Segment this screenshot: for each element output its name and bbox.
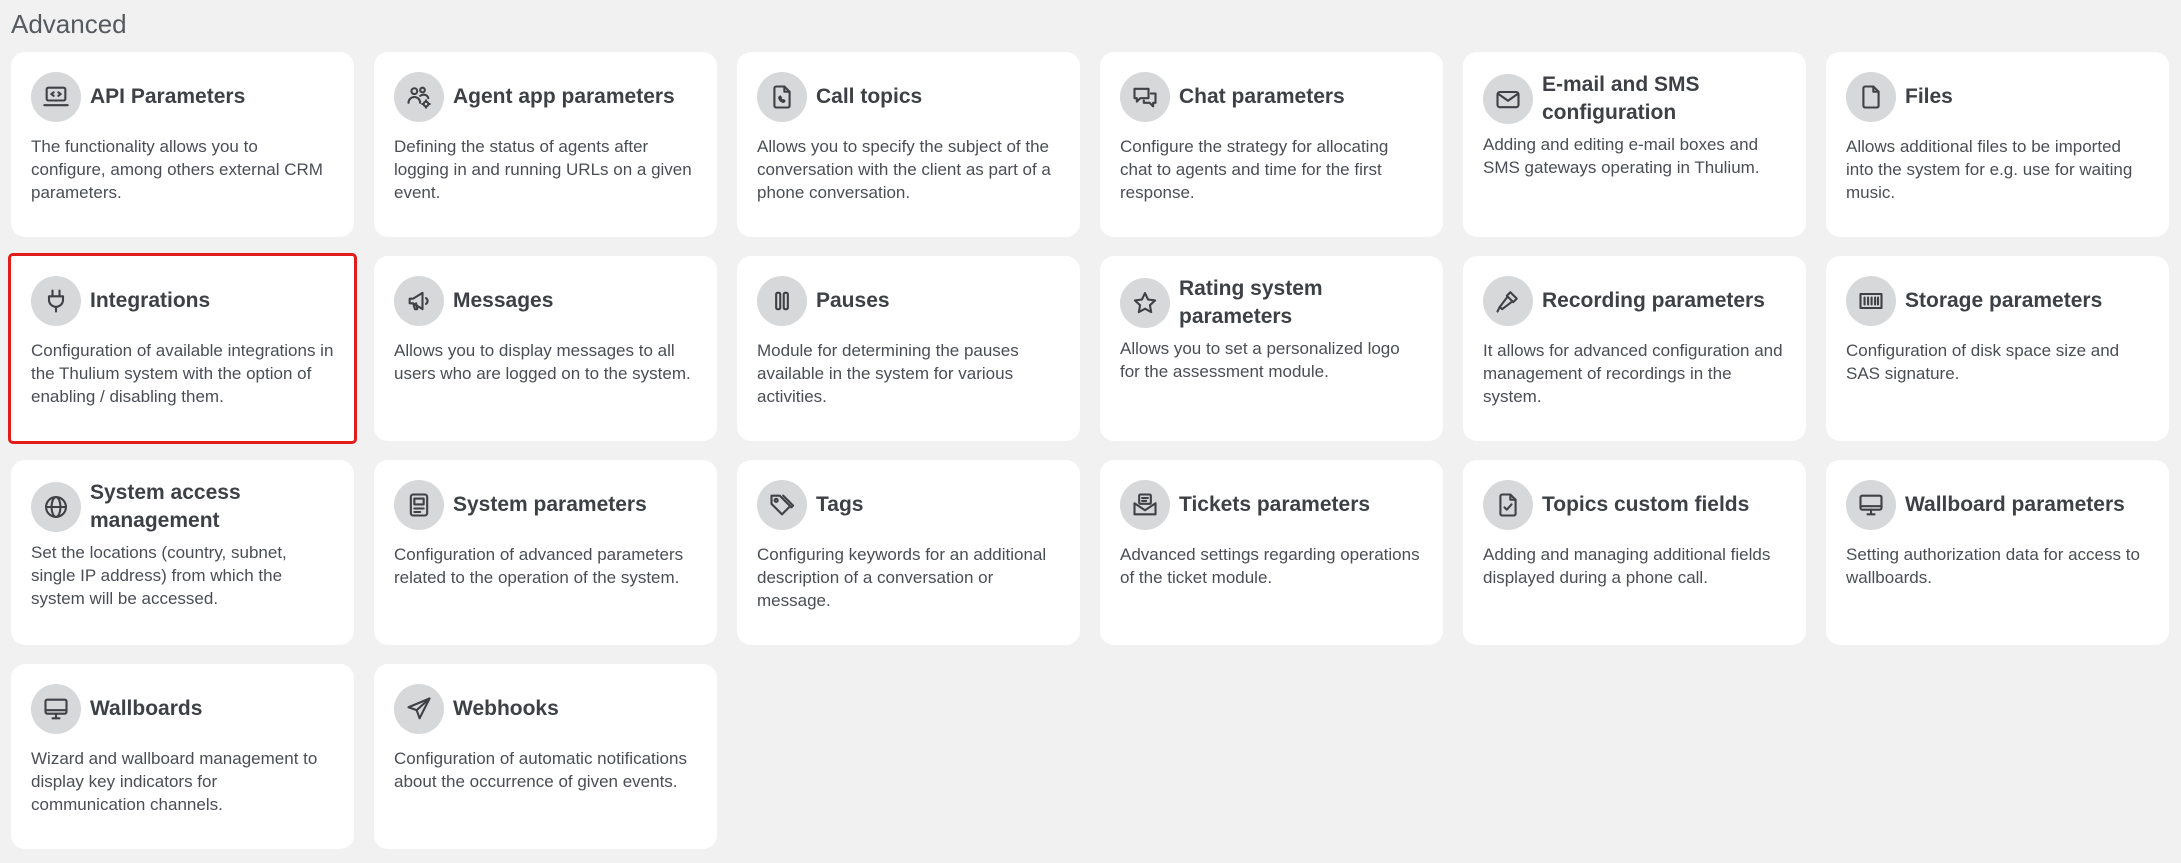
card-messages[interactable] (374, 256, 717, 441)
envelope-icon (1483, 74, 1533, 124)
card-wallboards[interactable] (11, 664, 354, 849)
card-title: Chat parameters (1179, 85, 1345, 108)
card-topics-custom-fields[interactable] (1463, 460, 1806, 645)
card-wallboard-parameters[interactable] (1826, 460, 2169, 645)
card-title: Messages (453, 289, 554, 312)
card-description: Configuration of advanced parameters related to the operation of the system. (394, 545, 684, 587)
monitor-icon (31, 684, 81, 734)
card-chat-parameters[interactable] (1100, 52, 1443, 237)
card-title: Rating system parameters (1179, 277, 1323, 328)
card-system-parameters[interactable] (374, 460, 717, 645)
card-title: API Parameters (90, 85, 246, 108)
card-call-topics[interactable] (737, 52, 1080, 237)
ticket-envelope-icon (1120, 480, 1170, 530)
card-files[interactable] (1826, 52, 2169, 237)
document-phone-icon (757, 72, 807, 122)
card-description: Allows you to set a personalized logo for the assessment module. (1120, 339, 1400, 381)
card-title: Tickets parameters (1179, 493, 1371, 516)
monitor-icon (1846, 480, 1896, 530)
card-tags[interactable] (737, 460, 1080, 645)
card-api-parameters[interactable] (11, 52, 354, 237)
card-email-sms-configuration[interactable] (1463, 52, 1806, 237)
card-description: Advanced settings regarding operations of the ticket module. (1120, 545, 1420, 587)
card-description: Configuration of available integrations in the Thulium system with the option of enabling / disabling them. (31, 341, 334, 406)
card-title: Call topics (816, 85, 923, 108)
card-title: Wallboard parameters (1905, 493, 2125, 516)
card-title: Recording parameters (1542, 289, 1765, 312)
card-description: Module for determining the pauses available in the system for various activities. (757, 341, 1019, 406)
paper-plane-icon (394, 684, 444, 734)
card-title: Wallboards (90, 697, 203, 720)
card-title: Topics custom fields (1542, 493, 1750, 516)
agents-gear-icon (394, 72, 444, 122)
card-title: Webhooks (453, 697, 559, 720)
card-description: The functionality allows you to configure, among others external CRM parameters. (31, 137, 323, 202)
card-title: Integrations (90, 289, 211, 312)
microphone-icon (1483, 276, 1533, 326)
file-check-icon (1483, 480, 1533, 530)
card-pauses[interactable] (737, 256, 1080, 441)
card-recording-parameters[interactable] (1463, 256, 1806, 441)
file-icon (1846, 72, 1896, 122)
megaphone-icon (394, 276, 444, 326)
card-description: Configuring keywords for an additional description of a conversation or message. (757, 545, 1047, 610)
card-webhooks[interactable] (374, 664, 717, 849)
card-description: Allows you to specify the subject of the conversation with the client as part of a phone conversation. (757, 137, 1051, 202)
tags-icon (757, 480, 807, 530)
card-title: Storage parameters (1905, 289, 2103, 312)
pause-icon (757, 276, 807, 326)
card-integrations[interactable] (11, 256, 354, 441)
card-description: Configuration of disk space size and SAS signature. (1846, 341, 2120, 383)
card-agent-app-parameters[interactable] (374, 52, 717, 237)
card-description: Wizard and wallboard management to display key indicators for communication channels. (31, 749, 318, 814)
card-description: Setting authorization data for access to wallboards. (1846, 545, 2140, 587)
device-icon (394, 480, 444, 530)
page-title: Advanced (11, 9, 127, 39)
card-system-access-management[interactable] (11, 460, 354, 645)
card-title: System access management (90, 481, 241, 532)
globe-icon (31, 482, 81, 532)
card-rating-system-parameters[interactable] (1100, 256, 1443, 441)
card-description: Allows you to display messages to all users who are logged on to the system. (394, 341, 691, 383)
card-description: Configure the strategy for allocating chat to agents and time for the first response. (1120, 137, 1389, 202)
card-description: Adding and managing additional fields displayed during a phone call. (1483, 545, 1771, 587)
card-description: Defining the status of agents after logging in and running URLs on a given event. (394, 137, 692, 202)
card-tickets-parameters[interactable] (1100, 460, 1443, 645)
card-title: Pauses (816, 289, 890, 312)
card-description: It allows for advanced configuration and management of recordings in the system. (1483, 341, 1783, 406)
card-storage-parameters[interactable] (1826, 256, 2169, 441)
plug-icon (31, 276, 81, 326)
settings-grid (11, 52, 2170, 849)
card-title: Agent app parameters (453, 85, 675, 108)
card-title: Files (1905, 85, 1953, 108)
chat-bubbles-icon (1120, 72, 1170, 122)
card-description: Configuration of automatic notifications about the occurrence of given events. (394, 749, 687, 791)
card-description: Adding and editing e-mail boxes and SMS gateways operating in Thulium. (1483, 135, 1760, 177)
star-icon (1120, 278, 1170, 328)
storage-icon (1846, 276, 1896, 326)
card-title: System parameters (453, 493, 647, 516)
api-icon (31, 72, 81, 122)
card-title: Tags (816, 493, 864, 516)
card-title: E-mail and SMS configuration (1542, 73, 1700, 124)
card-description: Allows additional files to be imported into the system for e.g. use for waiting music. (1846, 137, 2133, 202)
card-description: Set the locations (country, subnet, single IP address) from which the system will be accessed. (31, 543, 287, 608)
